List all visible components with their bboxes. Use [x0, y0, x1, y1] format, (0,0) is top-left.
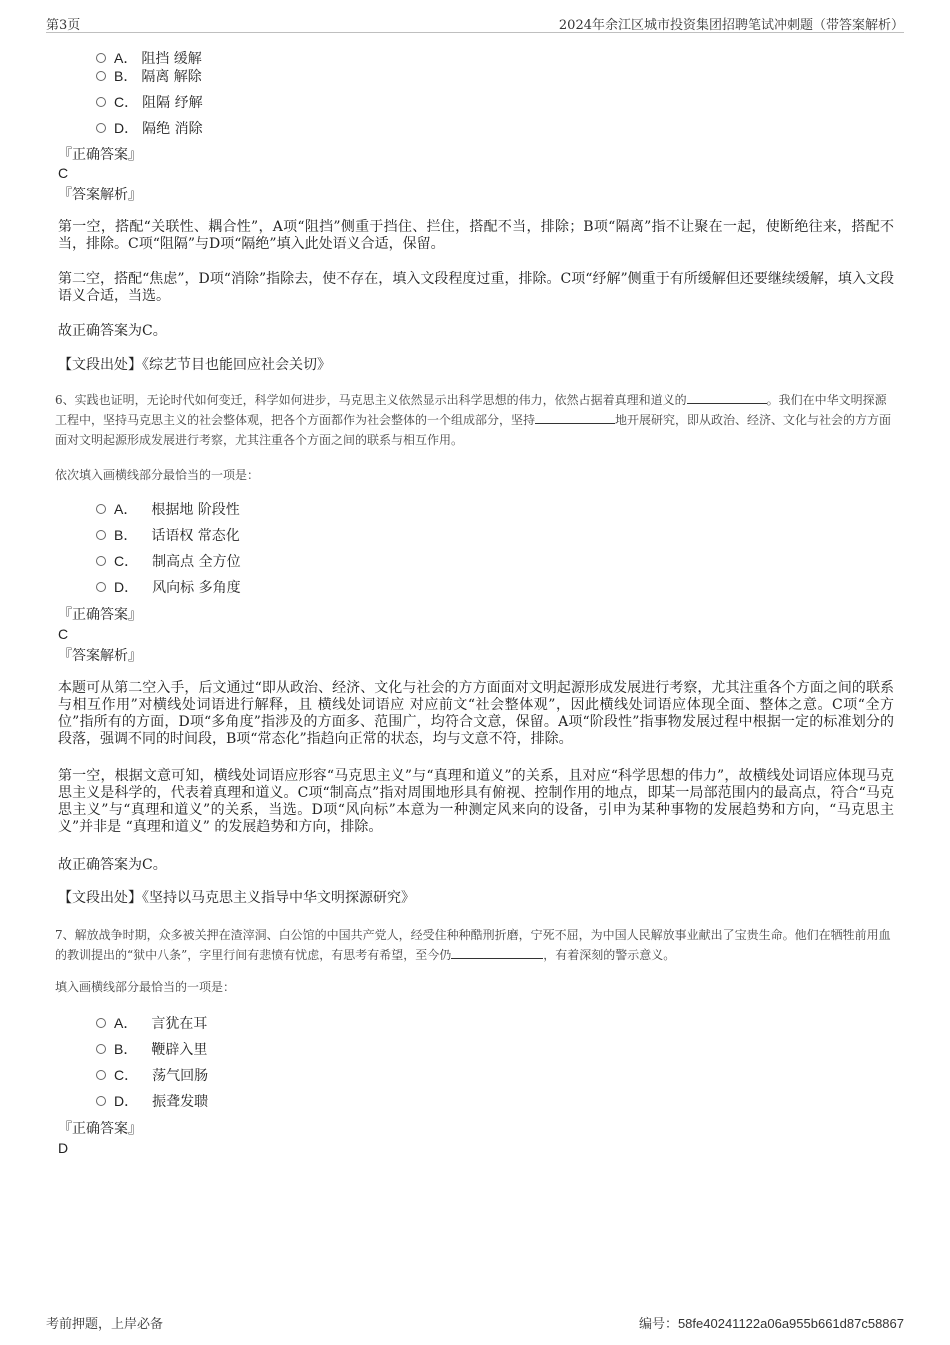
q7-stem: 7、解放战争时期，众多被关押在渣滓洞、白公馆的中国共产党人，经受住种种酷刑折磨，宁死不屈，为中国人民解放事业献出了宝贵生命。他们在牺牲前用血的教训提出的“狱中八条”，字里行间有悲愤有忧虑，有思考有希望，至今仍 ，有着深刻的警示意义。 [55, 928, 891, 962]
q6-source: 【文段出处】《坚持以马克思主义指导中华文明探源研究》 [58, 890, 415, 906]
q5-option-c[interactable]: C． 阻隔 纾解 [96, 92, 203, 112]
q6-answer-label: 『正确答案』 [58, 607, 142, 623]
q6-analysis-label: 『答案解析』 [58, 648, 142, 664]
page-number: 第3页 [46, 18, 81, 33]
q7-answer-label: 『正确答案』 [58, 1121, 142, 1137]
q6-option-d[interactable]: D． 风向标 多角度 [96, 577, 241, 597]
q6-analysis-para-2: 第一空，根据文意可知，横线处词语应形容“马克思主义”与“真理和道义”的关系，且对应“科学思想的伟力”，故横线处词语应体现马克思主义是科学的，代表着真理和道义。C项“制高点”指对周围地形具有俯视、控制作用的地点，即某一局部范围内的最高点，符合“马克思主义”与“真理和道义”的关系，当选。D项“风向标”本意为一种测定风来向的设备，引申为某种事物的发展趋势和方向，“马克思主义”并非是 “真理和道义” 的发展趋势和方向，排除。 [58, 768, 894, 835]
q5-option-d[interactable]: D． 隔绝 消除 [96, 118, 203, 138]
q5-analysis-label: 『答案解析』 [58, 187, 142, 203]
radio-icon[interactable] [96, 1070, 106, 1080]
q7-option-b[interactable]: B． 鞭辟入里 [96, 1039, 207, 1059]
q5-option-a[interactable]: A． 阻挡 缓解 [96, 48, 202, 68]
radio-icon[interactable] [96, 123, 106, 133]
radio-icon[interactable] [96, 530, 106, 540]
radio-icon[interactable] [96, 504, 106, 514]
q6-option-c[interactable]: C． 制高点 全方位 [96, 551, 241, 571]
footer-slogan: 考前押题，上岸必备 [46, 1317, 164, 1332]
radio-icon[interactable] [96, 53, 106, 63]
q7-blank [451, 945, 543, 959]
radio-icon[interactable] [96, 1096, 106, 1106]
q5-option-b[interactable]: B． 隔离 解除 [96, 66, 202, 86]
q6-blank-1 [687, 390, 767, 404]
q7-answer: D [58, 1140, 69, 1156]
q7-option-c[interactable]: C． 荡气回肠 [96, 1065, 208, 1085]
page-footer [46, 1313, 904, 1331]
q6-option-b[interactable]: B． 话语权 常态化 [96, 525, 240, 545]
radio-icon[interactable] [96, 556, 106, 566]
q6-analysis-para-3: 故正确答案为C。 [58, 857, 167, 873]
q6-analysis-para-1: 本题可从第二空入手，后文通过“即从政治、经济、文化与社会的方方面面对文明起源形成发展进行考察，尤其注重各个方面之间的联系与相互作用”对横线处词语进行解释，且 横线处词语应 对应前文“社会整体观”，因此横线处词语应体现全面、整体之意。C项“全方位”指所有的方面，D项“多角度”指涉及的方面多、范围广，均符合文意，保留。A项“阶段性”指事物发展过程中根据一定的标准划分的段落，强调不同的时间段，B项“常态化”指趋向正常的状态，均与文意不符，排除。 [58, 680, 894, 747]
document-title: 2024年余江区城市投资集团招聘笔试冲刺题（带答案解析） [558, 18, 904, 33]
q5-answer: C [58, 165, 69, 181]
radio-icon[interactable] [96, 582, 106, 592]
radio-icon[interactable] [96, 1018, 106, 1028]
q5-analysis-para-3: 故正确答案为C。 [58, 323, 167, 339]
q6-stem: 6、实践也证明，无论时代如何变迁，科学如何进步，马克思主义依然显示出科学思想的伟力，依然占据着真理和道义的 。我们在中华文明探源工程中，坚持马克思主义的社会整体观，把各个方面都作为社会整体的一个组成部分，坚持 地开展研究，即从政治、经济、文化与社会的方方面面对文明起源形成发展进行考察，尤其注重各个方面之间的联系与相互作用。 [55, 390, 898, 450]
q6-blank-2 [535, 410, 615, 424]
radio-icon[interactable] [96, 97, 106, 107]
q6-answer: C [58, 626, 69, 642]
q5-analysis-para-2: 第二空，搭配“焦虑”，D项“消除”指除去，使不存在，填入文段程度过重，排除。C项“纾解”侧重于有所缓解但还要继续缓解，填入文段语义合适，当选。 [58, 271, 894, 304]
q6-prompt: 依次填入画横线部分最恰当的一项是： [55, 468, 260, 482]
radio-icon[interactable] [96, 71, 106, 81]
q7-option-a[interactable]: A． 言犹在耳 [96, 1013, 207, 1033]
q7-prompt: 填入画横线部分最恰当的一项是： [55, 980, 236, 994]
q6-option-a[interactable]: A． 根据地 阶段性 [96, 499, 240, 519]
q5-analysis-para-1: 第一空，搭配“关联性、耦合性”，A项“阻挡”侧重于挡住、拦住，搭配不当，排除；B项“隔离”指不让聚在一起，使断绝往来，搭配不当，排除。C项“阻隔”与D项“隔绝”填入此处语义合适，保留。 [58, 219, 894, 252]
document-code: 编号：58fe40241122a06a955b661d87c58867 [638, 1316, 904, 1332]
q5-answer-label: 『正确答案』 [58, 147, 142, 163]
radio-icon[interactable] [96, 1044, 106, 1054]
q5-source: 【文段出处】《综艺节目也能回应社会关切》 [58, 357, 331, 373]
page-header [46, 14, 904, 33]
q7-option-d[interactable]: D． 振聋发聩 [96, 1091, 208, 1111]
